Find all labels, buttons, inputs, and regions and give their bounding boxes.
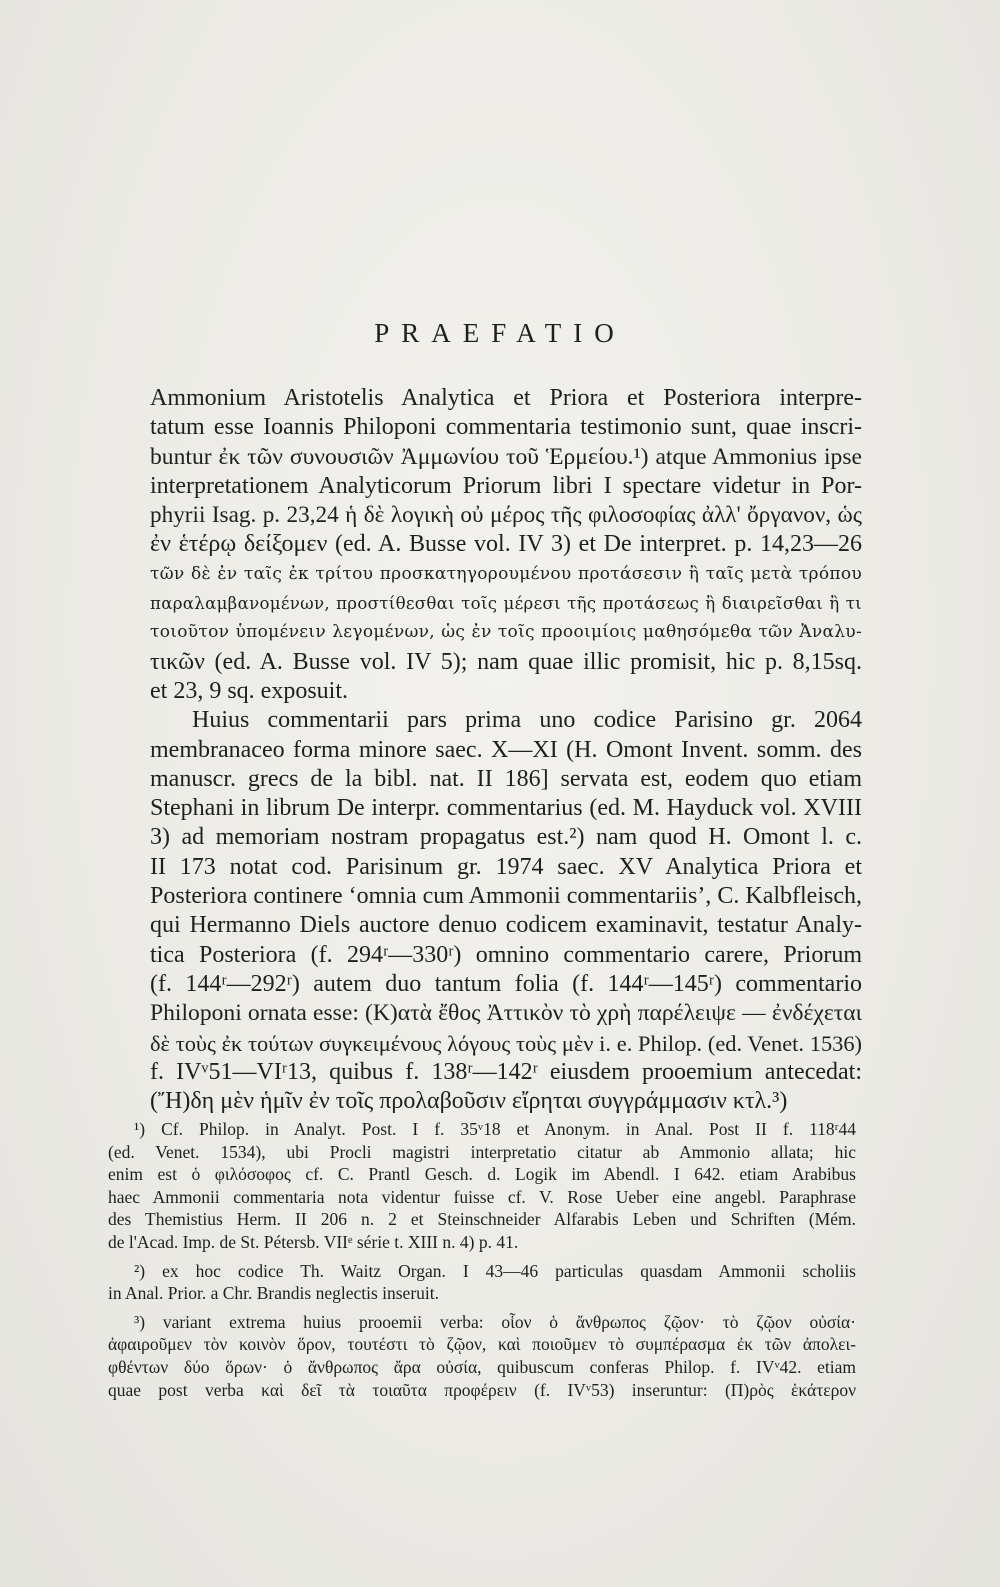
footnote-3 [108, 1311, 856, 1401]
text-line: et 23, 9 sq. exposuit. [150, 677, 348, 704]
paragraph-2 [108, 706, 862, 1116]
footnote-line: des Themistius Herm. II 206 n. 2 et Steinschneider Alfarabis Leben und Schriften (Mém. [108, 1209, 856, 1230]
main-text [108, 384, 862, 1116]
text-line: manuscr. grecs de la bibl. nat. II 186] servata est, eodem quo etiam [150, 765, 862, 792]
text-line: tatum esse Ioannis Philoponi commentaria testimonio sunt, quae inscri- [150, 414, 862, 441]
text-line-greek: τοιοῦτον ὑπομένειν λεγομένων, ὡς ἐν τοῖς προοιμίοις μαθησόμεθα τῶν Ἀναλυ- [150, 622, 862, 643]
text-line-greek: παραλαμβανομένων, προστίθεσθαι τοῖς μέρεσι τῆς προτάσεως ἢ διαιρεῖσθαι ἢ τι [150, 594, 862, 614]
footnote-line: ἀφαιροῦμεν τὸν κοινὸν ὅρον, τουτέστι τὸ ζῷον, καὶ ποιοῦμεν τὸ συμπέρασμα ἐκ τῶν ἀπολει- [108, 1334, 856, 1355]
text-line: f. IVᵛ51—VIʳ13, quibus f. 138ʳ—142ʳ eiusdem prooemium antecedat: [150, 1058, 862, 1085]
text-line: τικῶν (ed. A. Busse vol. IV 5); nam quae illic promisit, hic p. 8,15sq. [150, 648, 862, 675]
footnote-line: in Anal. Prior. a Chr. Brandis neglectis inseruit. [108, 1283, 440, 1304]
text-line: interpretationem Analyticorum Priorum libri I spectare videtur in Por- [150, 472, 862, 499]
text-line: Posteriora continere ‘omnia cum Ammonii commentariis’, C. Kalbfleisch, [150, 883, 862, 910]
text-line-greek: τῶν δὲ ἐν ταῖς ἐκ τρίτου προσκατηγορουμένου προτάσεσιν ἢ ταῖς μετὰ τρόπου [150, 563, 862, 584]
footnote-line: enim est ὁ φιλόσοφος cf. C. Prantl Gesch. d. Logik im Abendl. I 642. etiam Arabibus [108, 1164, 856, 1185]
footnote-2 [108, 1260, 856, 1305]
footnotes [108, 1118, 856, 1407]
text-line: (f. 144ʳ—292ʳ) autem duo tantum folia (f. 144ʳ—145ʳ) commentario [150, 970, 862, 997]
text-line: δὲ τοὺς ἐκ τούτων συγκειμένους λόγους τοὺς μὲν i. e. Philop. (ed. Venet. 1536) [150, 1030, 862, 1056]
text-line: buntur ἐκ τῶν συνουσιῶν Ἀμμωνίου τοῦ Ἑρμείου.¹) atque Ammonius ipse [150, 443, 862, 470]
footnote-line: ²) ex hoc codice Th. Waitz Organ. I 43—46 particulas quasdam Ammonii scholiis [134, 1260, 856, 1281]
text-line: Philoponi ornata esse: (Κ)ατὰ ἔθος Ἀττικὸν τὸ χρὴ παρέλειψε — ἐνδέχεται [150, 1000, 862, 1027]
footnote-line: (ed. Venet. 1534), ubi Procli magistri interpretatio citatur ab Ammonio allata; hic [108, 1141, 856, 1162]
footnote-line: de l'Acad. Imp. de St. Pétersb. VIIᵉ série t. XIII n. 4) p. 41. [108, 1231, 519, 1252]
text-line: II 173 notat cod. Parisinum gr. 1974 saec. XV Analytica Priora et [150, 853, 862, 880]
footnote-line: ³) variant extrema huius prooemii verba: οἷον ὁ ἄνθρωπος ζῷον· τὸ ζῷον οὐσία· [134, 1311, 856, 1332]
text-line: 3) ad memoriam nostram propagatus est.²) nam quod H. Omont l. c. [150, 824, 862, 851]
footnote-1 [108, 1118, 856, 1254]
text-line: membranaceo forma minore saec. X—XI (H. Omont Invent. somm. des [150, 736, 862, 763]
paragraph-1 [108, 384, 862, 706]
footnote-line: φθέντων δύο ὅρων· ὁ ἄνθρωπος ἄρα οὐσία, quibuscum conferas Philop. f. IVᵛ42. etiam [108, 1356, 856, 1377]
text-line: Ammonium Aristotelis Analytica et Priora et Posteriora interpre- [150, 385, 862, 411]
page-title: PRAEFATIO [374, 318, 626, 348]
text-line: ἐν ἑτέρῳ δείξομεν (ed. A. Busse vol. IV 3) et De interpret. p. 14,23—26 [150, 531, 862, 558]
footnote-line: haec Ammonii commentaria nota videntur fuisse cf. V. Rose Ueber eine angebl. Paraphrase [108, 1186, 856, 1207]
text-line: (Ἤ)δη μὲν ἡμῖν ἐν τοῖς προλαβοῦσιν εἴρηται συγγράμμασιν κτλ.³) [150, 1088, 788, 1115]
footnote-line: ¹) Cf. Philop. in Analyt. Post. I f. 35ᵛ18 et Anonym. in Anal. Post II f. 118ʳ44 [134, 1119, 856, 1139]
text-line: phyrii Isag. p. 23,24 ἡ δὲ λογικὴ οὐ μέρος τῆς φιλοσοφίας ἀλλ' ὄργανον, ὡς [150, 502, 862, 529]
text-line: qui Hermanno Diels auctore denuo codicem examinavit, testatur Analy- [150, 912, 862, 939]
text-line: Stephani in librum De interpr. commentarius (ed. M. Hayduck vol. XVIII [150, 795, 862, 822]
footnote-line: quae post verba καὶ δεῖ τὰ τοιαῦτα προφέρειν (f. IVᵛ53) inseruntur: (Π)ρὸς ἑκάτερον [108, 1379, 856, 1400]
text-line: Huius commentarii pars prima uno codice Parisino gr. 2064 [192, 707, 862, 734]
text-line: tica Posteriora (f. 294ʳ—330ʳ) omnino commentario carere, Priorum [150, 941, 862, 968]
